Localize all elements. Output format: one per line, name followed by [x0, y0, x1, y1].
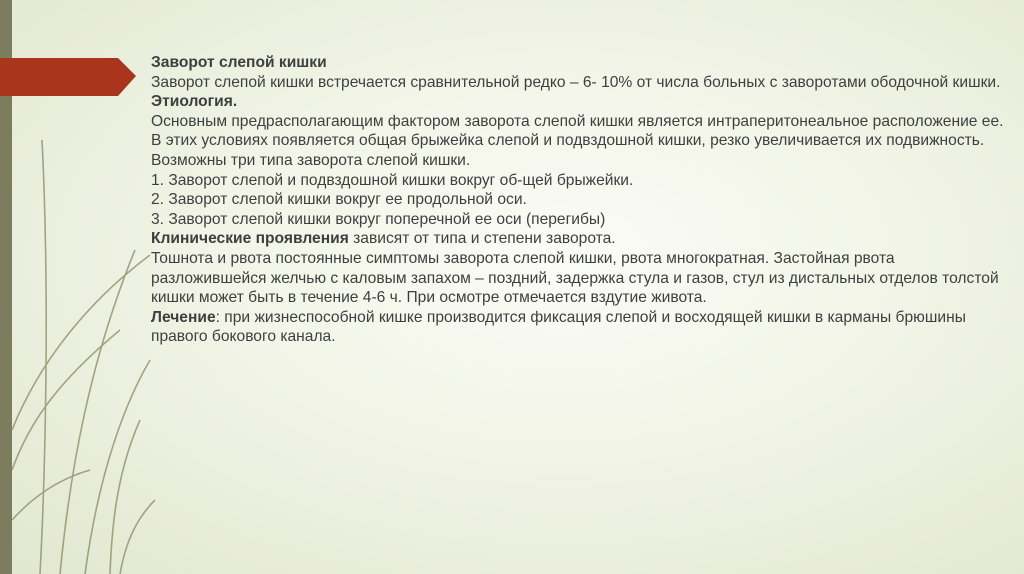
slide-heading: Заворот слепой кишки	[151, 54, 327, 71]
etiology-title: Этиология.	[151, 93, 238, 111]
types-intro: Возможны три типа заворота слепой кишки.	[151, 151, 471, 169]
type-item: 3. Заворот слепой кишки вокруг поперечной ее оси (перегибы)	[151, 210, 606, 228]
clinical-line	[151, 229, 1011, 249]
clinical-paragraph: Тошнота и рвота постоянные симптомы заворота слепой кишки, рвота многократная. Застойная рвота разложившейся желчью с каловым запахом – поздний, задержка стула и газов, стул из дистальных отделов толстой кишки может быть в течение 4-6 ч. При осмотре отмечается вздутие живота.	[151, 249, 1004, 307]
treatment-text: : при жизнеспособной кишке производится фиксация слепой и восходящей кишки в карманы брюшины правого бокового канала.	[151, 308, 971, 346]
clinical-tail: зависят от типа и степени заворота.	[348, 230, 616, 248]
clinical-title: Клинические проявления	[151, 230, 349, 248]
etiology-paragraph: Основным предрасполагающим фактором заворота слепой кишки является интраперитонеальное расположение ее. В этих условиях появляется общая брыжейка слепой и подвздошной кишки, резко увеличивается их подвижность.	[151, 112, 1008, 150]
treatment-line	[151, 308, 1011, 347]
type-item: 2. Заворот слепой кишки вокруг ее продольной оси.	[151, 191, 527, 209]
type-item: 1. Заворот слепой и подвздошной кишки вокруг об-щей брыжейки.	[151, 171, 634, 189]
slide-text	[151, 53, 1011, 347]
red-arrow-banner	[0, 0, 140, 120]
treatment-title: Лечение	[151, 308, 216, 326]
intro-paragraph: Заворот слепой кишки встречается сравнительной редко – 6- 10% от числа больных с заворотами ободочной кишки.	[151, 73, 1001, 91]
